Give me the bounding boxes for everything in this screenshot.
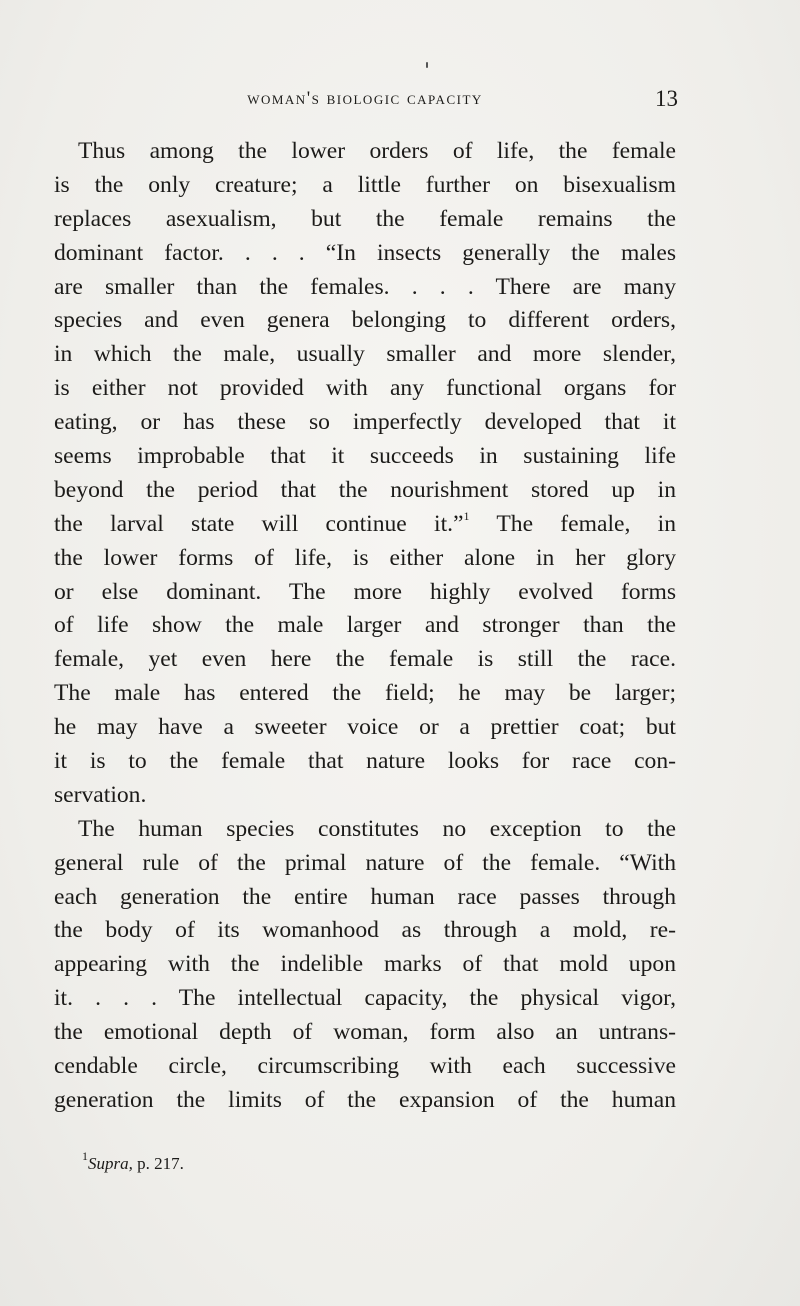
text-line: The human species constitutes no exception to the — [78, 815, 676, 842]
footnote-page: p. 217. — [137, 1154, 184, 1173]
text-line: or else dominant. The more highly evolved forms — [54, 578, 676, 605]
text-line: beyond the period that the nourishment stored up in — [54, 476, 676, 503]
text-line: species and even genera belonging to different orders, — [54, 307, 676, 334]
text-line: the lower forms of life, is either alone in her glory — [54, 544, 676, 571]
text-fragment: the larval state will continue it.” — [54, 510, 464, 537]
text-line: is either not provided with any functional organs for — [54, 375, 676, 402]
text-line: it. . . . The intellectual capacity, the physical vigor, — [54, 985, 676, 1012]
text-line: the body of its womanhood as through a mold, re- — [54, 917, 676, 944]
text-line: eating, or has these so imperfectly developed that it — [54, 409, 676, 436]
text-fragment: The female, in — [496, 510, 676, 537]
text-line: servation. — [54, 781, 147, 808]
text-line — [54, 508, 676, 542]
text-line: the emotional depth of woman, form also an untrans- — [54, 1019, 676, 1046]
ink-speck — [426, 62, 428, 68]
text-line: appearing with the indelible marks of that mold upon — [54, 951, 676, 978]
text-line: generation the limits of the expansion of the human — [54, 1086, 676, 1113]
text-line: female, yet even here the female is still the race. — [54, 646, 676, 673]
footnote — [82, 1149, 184, 1174]
footnote-marker: 1 — [82, 1149, 88, 1164]
text-line: is the only creature; a little further on bisexualism — [54, 171, 676, 198]
text-line: in which the male, usually smaller and more slender, — [54, 341, 676, 368]
body-text — [54, 135, 676, 1118]
text-line: it is to the female that nature looks for race con- — [54, 748, 676, 775]
running-title: woman's biologic capacity — [247, 88, 483, 109]
text-line: dominant factor. . . . “In insects generally the males — [54, 239, 676, 266]
footnote-ref: 1 — [463, 508, 470, 523]
text-line: The male has entered the field; he may be larger; — [54, 680, 676, 707]
text-line: of life show the male larger and stronger than the — [54, 612, 676, 639]
running-head — [54, 86, 676, 120]
text-line: general rule of the primal nature of the female. “With — [54, 849, 676, 876]
text-line: replaces asexualism, but the female remains the — [54, 205, 676, 232]
text-line: Thus among the lower orders of life, the female — [78, 138, 676, 164]
text-line: seems improbable that it succeeds in sustaining life — [54, 443, 676, 470]
text-line: are smaller than the females. . . . There are many — [54, 273, 676, 300]
text-line: he may have a sweeter voice or a prettier coat; but — [54, 714, 676, 741]
footnote-source: Supra, — [88, 1154, 133, 1173]
text-line: each generation the entire human race passes through — [54, 883, 676, 910]
text-line: cendable circle, circumscribing with each successive — [54, 1053, 676, 1080]
page-number: 13 — [655, 86, 678, 111]
